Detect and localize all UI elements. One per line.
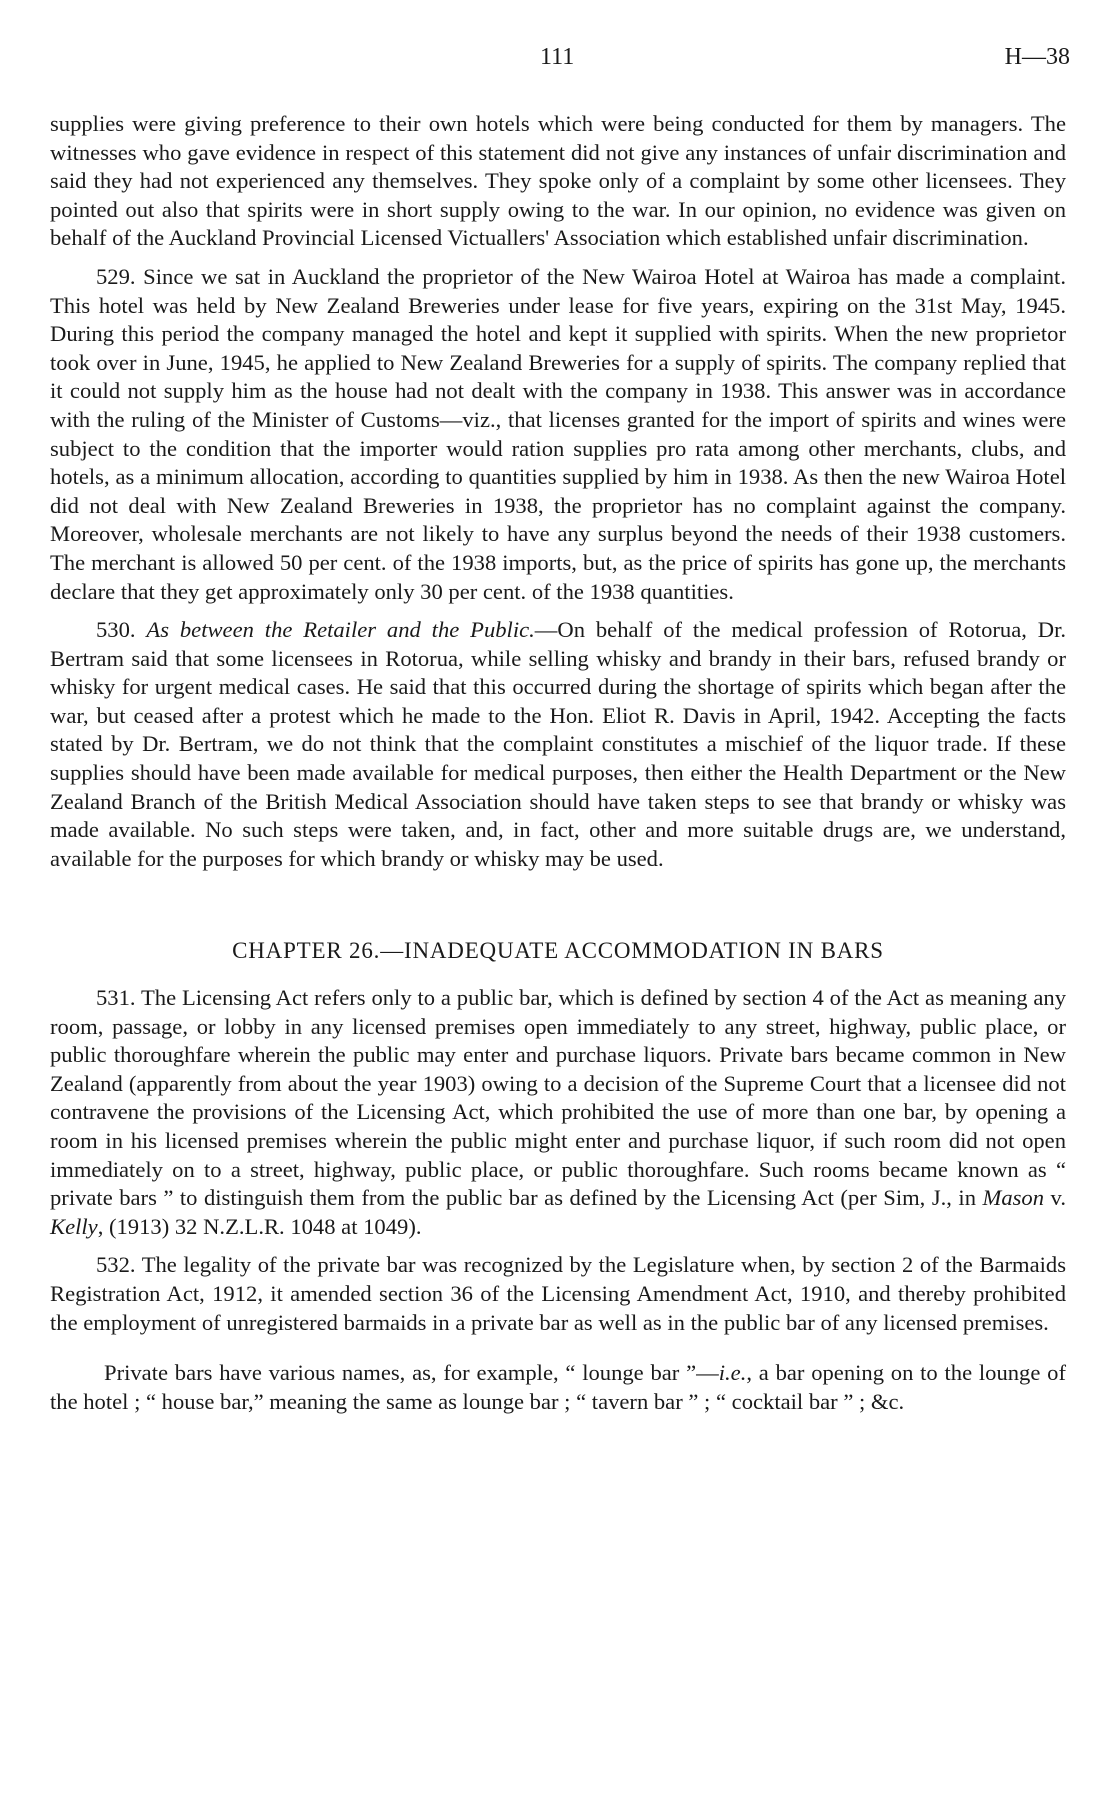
paragraph-530-number: 530. [96,617,136,643]
document-id: H—38 [1004,44,1070,70]
case-name-kelly: Kelly [50,1213,98,1239]
case-versus: v. [1044,1185,1066,1211]
page-number: 111 [540,44,575,70]
body-text [50,110,1066,1416]
paragraph-530 [50,616,1066,873]
paragraph-532: 532. The legality of the private bar was recognized by the Legislature when, by section 2 of the Barmaids Registration Act, 1912, it amended section 36 of the Licensing Amendment Act, 1910, and thereby prohibited the employment of unregistered barmaids in a private bar as well as in the public bar of any licensed premises. [50,1252,1066,1335]
paragraph-531-text: 531. The Licensing Act refers only to a public bar, which is defined by section 4 of the Act as meaning any room, passage, or lobby in any licensed premises open immediately to any street, highway, public place, or public thoroughfare wherein the public may enter and purchase liquors. Private bars became common in New Zealand (apparently from about the year 1903) owing to a decision of the Supreme Court that a licensee did not contravene the provisions of the Licensing Act, which prohibited the use of more than one bar, by opening a room in his licensed premises wherein the public might enter and purchase liquor, if such room did not open immediately on to a street, highway, public place, or public thoroughfare. Such rooms became known as “ private bars ” to distinguish them from the public bar as defined by the Licensing Act (per Sim, J., in [50,985,1066,1211]
case-citation: , (1913) 32 N.Z.L.R. 1048 at 1049). [97,1213,422,1239]
chapter-heading: CHAPTER 26.—INADEQUATE ACCOMMODATION IN BARS [232,938,884,964]
abbreviation-ie: i.e. [718,1360,747,1386]
paragraph-529: 529. Since we sat in Auckland the proprietor of the New Wairoa Hotel at Wairoa has made a complaint. This hotel was held by New Zealand Breweries under lease for five years, expiring on the 31st May, 1945. During this period the company managed the hotel and kept it supplied with spirits. When the new proprietor took over in June, 1945, he applied to New Zealand Breweries for a supply of spirits. The company replied that it could not supply him as the house had not dealt with the company in 1938. This answer was in accordance with the ruling of the Minister of Customs—viz., that licenses granted for the import of spirits and wines were subject to the condition that the importer would ration supplies pro rata among other merchants, clubs, and hotels, as a minimum allocation, according to quantities supplied by him in 1938. As then the new Wairoa Hotel did not deal with New Zealand Breweries in 1938, the proprietor has no complaint against the company. Moreover, wholesale merchants are not likely to have any surplus beyond the needs of their 1938 customers. The merchant is allowed 50 per cent. of the 1938 imports, but, as the price of spirits has gone up, the merchants declare that they get approximately only 30 per cent. of the 1938 quantities. [50,263,1066,604]
paragraph-private-bars [50,1359,1066,1416]
paragraph-530-subheading: As between the Retailer and the Public. [146,617,535,643]
paragraph-530-text: —On behalf of the medical profession of Rotorua, Dr. Bertram said that some licensees in Rotorua, while selling whisky and brandy in their bars, refused brandy or whisky for urgent medical cases. He said that this occurred during the shortage of spirits which began after the war, but ceased after a protest which he made to the Hon. Eliot R. Davis in April, 1942. Accepting the facts stated by Dr. Bertram, we do not think that the complaint constitutes a mischief of the liquor trade. If these supplies should have been made available for medical purposes, then either the Health Department or the New Zealand Branch of the British Medical Association should have taken steps to see that brandy or whisky was made available. No such steps were taken, and, in fact, other and more suitable drugs are, we understand, available for the purposes for which brandy or whisky may be used. [50,617,1067,871]
paragraph-private-bars-text-b: , a bar opening on to the lounge of the hotel ; “ house bar,” meaning the same as lounge bar ; “ tavern bar ” ; “ cocktail bar ” ; &c. [50,1360,1066,1414]
paragraph-private-bars-text-a: Private bars have various names, as, for example, “ lounge bar ”— [104,1360,719,1386]
paragraph-continued: supplies were giving preference to their own hotels which were being conducted for them by managers. The witnesses who gave evidence in respect of this statement did not give any instances of unfair discrimination and said they had not experienced any themselves. They spoke only of a complaint by some other licensees. They pointed out also that spirits were in short supply owing to the war. In our opinion, no evidence was given on behalf of the Auckland Provincial Licensed Victuallers' Association which established unfair discrimination. [50,111,1066,251]
case-name-mason: Mason [982,1185,1045,1211]
paragraph-531 [50,984,1066,1241]
page-header [0,44,1114,78]
